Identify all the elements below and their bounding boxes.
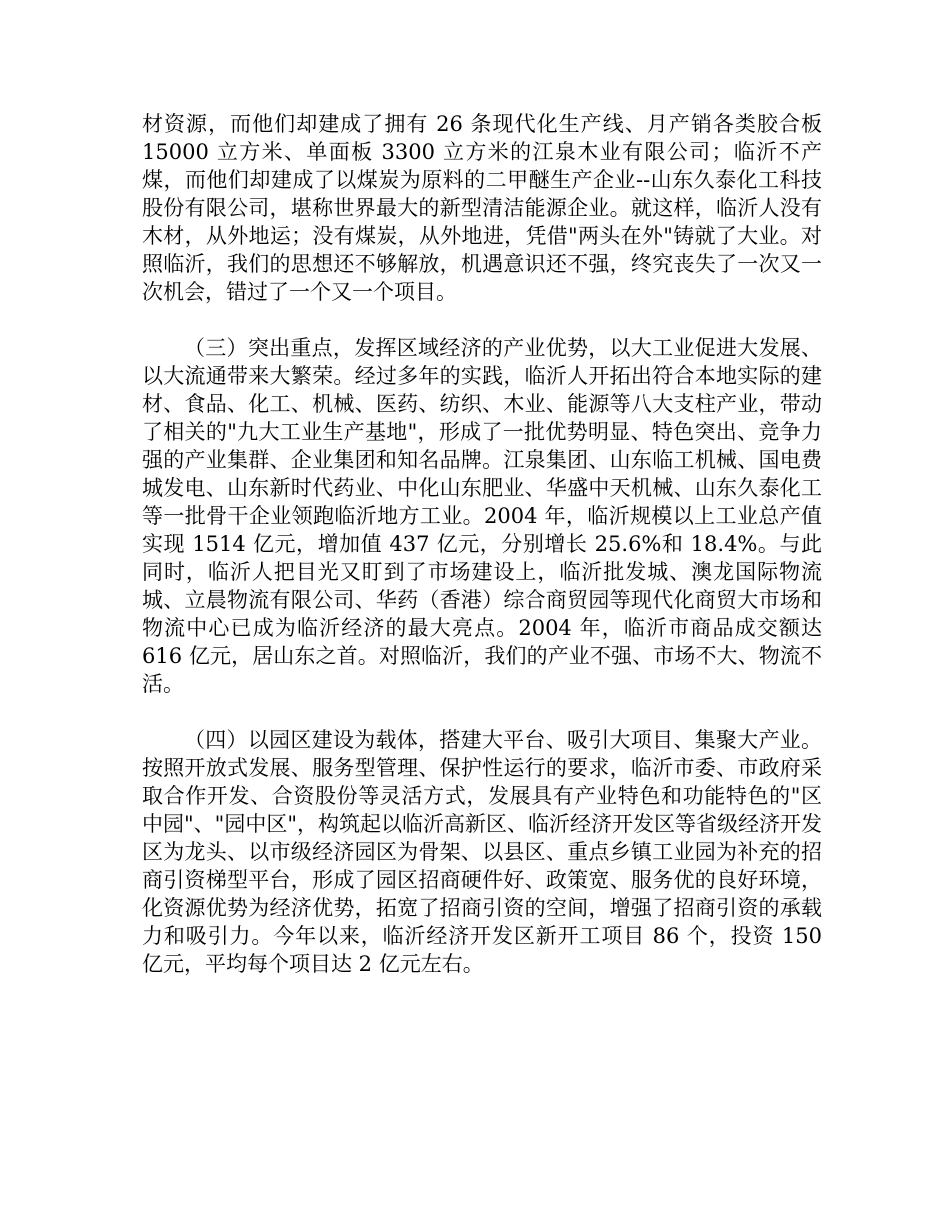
paragraph-section-4: （四）以园区建设为载体，搭建大平台、吸引大项目、集聚大产业。按照开放式发展、服务型管理、保护性运行的要求，临沂市委、市政府采取合作开发、合资股份等灵活方式，发展具有产业特色和功能特色的"区中园"、"园中区"，构筑起以临沂高新区、临沂经济开发区等省级经济开发区为龙头、以市级经济园区为骨架、以县区、重点乡镇工业园为补充的招商引资梯型平台，形成了园区招商硬件好、政策宽、服务优的良好环境，化资源优势为经济优势，拓宽了招商引资的空间，增强了招商引资的承载力和吸引力。今年以来，临沂经济开发区新开工项目 86 个，投资 150 亿元，平均每个项目达 2 亿元左右。 (142, 728, 822, 976)
paragraph-continuation: 材资源，而他们却建成了拥有 26 条现代化生产线、月产销各类胶合板 15000 立方米、单面板 3300 立方米的江泉木业有限公司；临沂不产煤，而他们却建成了以煤炭为原料的二甲醚生产企业--山东久泰化工科技股份有限公司，堪称世界最大的新型清洁能源企业。就这样，临沂人没有木材，从外地运；没有煤炭，从外地进，凭借"两头在外"铸就了大业。对照临沂，我们的思想还不够解放，机遇意识还不强，终究丧失了一次又一次机会，错过了一个又一个项目。 (142, 112, 822, 304)
document-page (142, 110, 822, 1006)
paragraph-section-3: （三）突出重点，发挥区域经济的产业优势，以大工业促进大发展、以大流通带来大繁荣。经过多年的实践，临沂人开拓出符合本地实际的建材、食品、化工、机械、医药、纺织、木业、能源等八大支柱产业，带动了相关的"九大工业生产基地"，形成了一批优势明显、特色突出、竞争力强的产业集群、企业集团和知名品牌。江泉集团、山东临工机械、国电费城发电、山东新时代药业、中化山东肥业、华盛中天机械、山东久泰化工等一批骨干企业领跑临沂地方工业。2004 年，临沂规模以上工业总产值实现 1514 亿元，增加值 437 亿元，分别增长 25.6%和 18.4%。与此同时，临沂人把目光又盯到了市场建设上，临沂批发城、澳龙国际物流城、立晨物流有限公司、华药（香港）综合商贸园等现代化商贸大市场和物流中心已成为临沂经济的最大亮点。2004 年，临沂市商品成交额达 616 亿元，居山东之首。对照临沂，我们的产业不强、市场不大、物流不活。 (142, 336, 822, 696)
